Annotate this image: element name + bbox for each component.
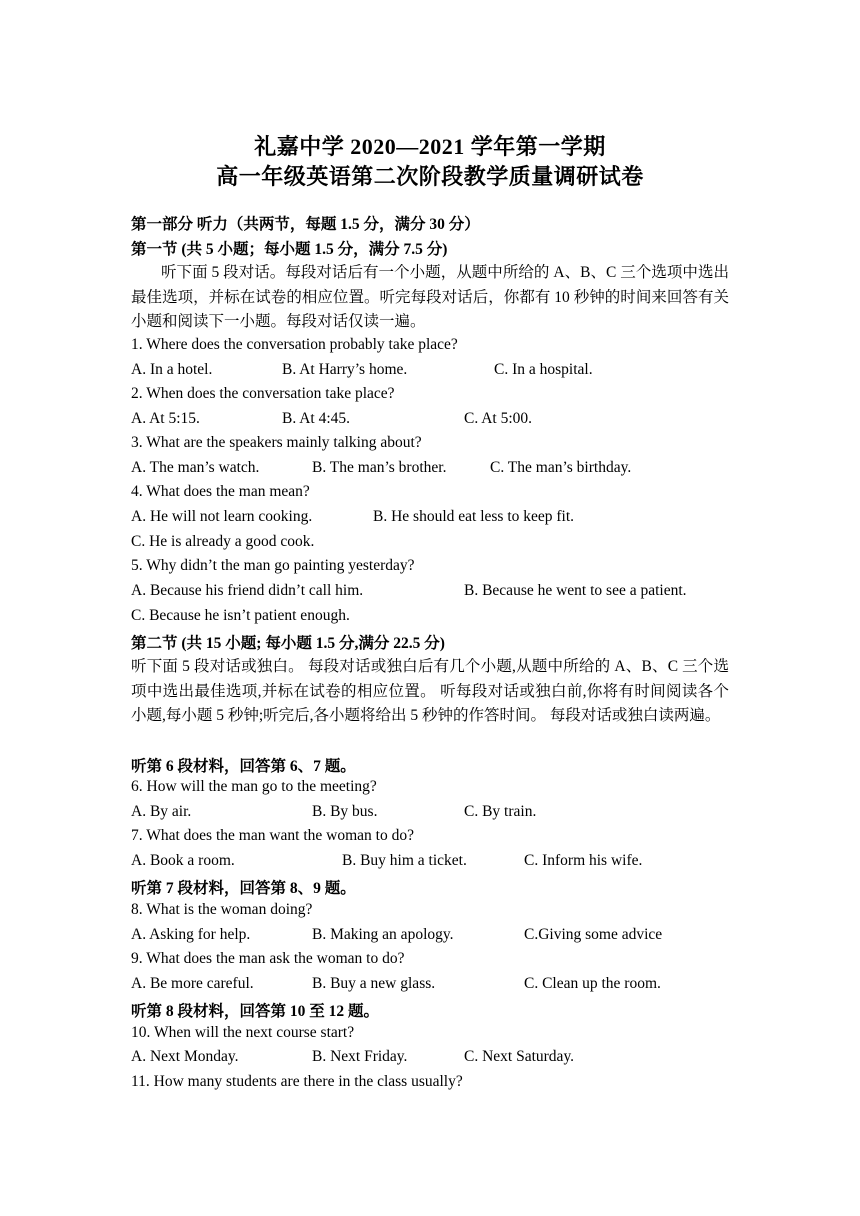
section2-instructions-text: 听下面 5 段对话或独白。 每段对话或独白后有几个小题,从题中所给的 A、B、C 三个选项中选出最佳选项,并标在试卷的相应位置。 听每段对话或独白前,你将有时间阅读各个小题,每小题 5 秒钟;听完后,各小题将给出 5 秒钟的作答时间。 每段对话或独白读两遍。: [131, 658, 729, 725]
option-5b: B. Because he went to see a patient.: [464, 582, 687, 599]
option-6c: C. By train.: [464, 803, 537, 820]
section1-instructions: [131, 261, 729, 335]
option-5c: C. Because he isn’t patient enough.: [131, 607, 350, 624]
question-1: 1. Where does the conversation probably take place?: [131, 336, 458, 353]
material-6-heading: 听第 6 段材料，回答第 6、7 题。: [131, 758, 356, 775]
option-7b: B. Buy him a ticket.: [342, 852, 467, 869]
question-8: 8. What is the woman doing?: [131, 901, 313, 918]
material-8-heading: 听第 8 段材料，回答第 10 至 12 题。: [131, 1003, 380, 1020]
question-6: 6. How will the man go to the meeting?: [131, 778, 377, 795]
option-3b: B. The man’s brother.: [312, 459, 447, 476]
option-5a: A. Because his friend didn’t call him.: [131, 582, 364, 599]
question-9: 9. What does the man ask the woman to do?: [131, 950, 405, 967]
option-1b: B. At Harry’s home.: [282, 361, 408, 378]
section1-heading: 第一节 (共 5 小题；每小题 1.5 分，满分 7.5 分): [131, 241, 448, 258]
exam-title-line2: 高一年级英语第二次阶段教学质量调研试卷: [216, 164, 644, 189]
option-8a: A. Asking for help.: [131, 926, 251, 943]
option-7c: C. Inform his wife.: [524, 852, 643, 869]
exam-title-line1: 礼嘉中学 2020—2021 学年第一学期: [254, 134, 606, 159]
option-4a: A. He will not learn cooking.: [131, 508, 313, 525]
option-8b: B. Making an apology.: [312, 926, 454, 943]
section1-instructions-text: 听下面 5 段对话。每段对话后有一个小题，从题中所给的 A、B、C 三个选项中选出最佳选项，并标在试卷的相应位置。听完每段对话后，你都有 10 秒钟的时间来回答有关小题和阅读下一小题。每段对话仅读一遍。: [131, 264, 729, 331]
option-2a: A. At 5:15.: [131, 410, 200, 427]
option-1c: C. In a hospital.: [494, 361, 593, 378]
option-10c: C. Next Saturday.: [464, 1048, 575, 1065]
question-11: 11. How many students are there in the class usually?: [131, 1073, 463, 1090]
question-2: 2. When does the conversation take place?: [131, 385, 395, 402]
option-10b: B. Next Friday.: [312, 1048, 408, 1065]
material-7-heading: 听第 7 段材料，回答第 8、9 题。: [131, 880, 356, 897]
question-3: 3. What are the speakers mainly talking about?: [131, 434, 422, 451]
option-9a: A. Be more careful.: [131, 975, 254, 992]
option-9c: C. Clean up the room.: [524, 975, 661, 992]
section2-heading: 第二节 (共 15 小题; 每小题 1.5 分,满分 22.5 分): [131, 635, 445, 652]
option-2b: B. At 4:45.: [282, 410, 351, 427]
question-7: 7. What does the man want the woman to do?: [131, 827, 414, 844]
option-3a: A. The man’s watch.: [131, 459, 260, 476]
option-4b: B. He should eat less to keep fit.: [373, 508, 575, 525]
option-3c: C. The man’s birthday.: [490, 459, 632, 476]
option-7a: A. Book a room.: [131, 852, 235, 869]
option-6b: B. By bus.: [312, 803, 378, 820]
option-9b: B. Buy a new glass.: [312, 975, 436, 992]
part1-heading: 第一部分 听力（共两节，每题 1.5 分，满分 30 分）: [131, 216, 480, 233]
question-5: 5. Why didn’t the man go painting yesterday?: [131, 557, 415, 574]
option-4c: C. He is already a good cook.: [131, 533, 315, 550]
question-4: 4. What does the man mean?: [131, 483, 310, 500]
option-1a: A. In a hotel.: [131, 361, 213, 378]
question-10: 10. When will the next course start?: [131, 1024, 355, 1041]
option-2c: C. At 5:00.: [464, 410, 533, 427]
option-8c: C.Giving some advice: [524, 926, 663, 943]
option-10a: A. Next Monday.: [131, 1048, 239, 1065]
section2-instructions: [131, 655, 729, 729]
option-6a: A. By air.: [131, 803, 192, 820]
